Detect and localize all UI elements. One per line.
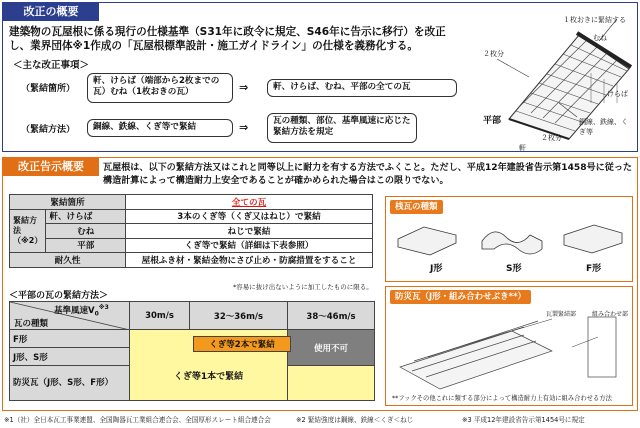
row-f-type: F形: [10, 330, 130, 348]
keraba-label: けらば: [607, 90, 628, 98]
arrow-icon: ⇒: [239, 81, 249, 94]
fastening-location-after: 軒、けらば、むね、平部の全ての瓦: [267, 79, 457, 97]
revision-intro-text: 建築物の瓦屋根に係る現行の仕様基準（S31年に政令に規定、S46年に告示に移行）を改正し、業界団体※1作成の「瓦屋根標準設計・施工ガイドライン」の仕様を義務化する。: [9, 26, 446, 52]
notice-overview-section: [2, 157, 638, 411]
arrow-icon: ⇒: [239, 121, 249, 134]
revision-overview-section: [2, 2, 638, 152]
fastening-method-side: 緊結方法（※2）: [10, 209, 46, 253]
footnote-1: ※1（社）全日本瓦工事業連盟、全国陶器瓦工業組合連合会、全国厚形スレート組合連合会: [4, 416, 271, 424]
disaster-38-cell: [288, 366, 375, 401]
two-pcs-label-2: ２枚分: [541, 134, 562, 142]
col-32-36: 32～36m/s: [190, 302, 288, 330]
part-flat: 平部: [46, 238, 126, 253]
fastening-part-label: 瓦製緊結部: [546, 311, 577, 318]
fastening-location-label: （緊結箇所）: [21, 84, 76, 94]
noki-label: 軒: [519, 144, 526, 152]
flat-tile-table: [9, 301, 375, 401]
disaster-tile-illustration: [392, 307, 628, 393]
wind-speed-label: 基準風速$V_0^{※3}$: [54, 304, 109, 318]
main-changes-title: ＜主な改正事項＞: [13, 60, 90, 71]
tile-types-title: 桟瓦の種類: [390, 200, 443, 214]
disaster-tile-panel: [385, 286, 633, 406]
materials-label: 銅線、鉄線、くぎ等: [579, 118, 628, 136]
col-30: 30m/s: [130, 302, 190, 330]
fastening-table: [9, 194, 373, 268]
fastening-location-header: 緊結箇所: [10, 195, 126, 210]
row-disaster-tile: 防災瓦（J形、S形、F形）: [10, 366, 130, 401]
revision-overview-header: 改正の概要: [3, 3, 99, 21]
f-type-label: F形: [586, 264, 602, 274]
wind-type-header: [10, 302, 130, 330]
interlock-part-label: 組み合わせ部: [592, 311, 629, 318]
table-note: *容易に抜け出ないように加工したものに限る。: [233, 283, 373, 291]
hirabu-method-title: ＜平部の瓦の緊結方法＞: [9, 291, 109, 301]
method-ridge: ねじで緊結: [126, 224, 373, 239]
j-type-label: J形: [430, 264, 443, 274]
tile-types-panel: [385, 196, 633, 282]
s-type-label: S形: [506, 264, 522, 274]
footnote-3: ※3 平成12年建設省告示第1454号に規定: [462, 416, 585, 424]
footnote-2: ※2 緊結強度は鋼線、鉄線＜くぎ＜ねじ: [296, 416, 414, 424]
f-unusable: 使用不可: [288, 330, 375, 366]
part-eaves-verge: 軒、けらば: [46, 209, 126, 224]
two-pcs-label: ２枚分: [483, 50, 504, 58]
col-38-46: 38～46m/s: [288, 302, 375, 330]
interlock-note: **フックその他これに類する部分によって構造耐力上有効に組み合わせる方法: [392, 395, 612, 402]
tile-type-label: 瓦の種類: [14, 319, 49, 329]
method-eaves-verge: 3本のくぎ等（くぎ又はねじ）で緊結: [126, 209, 373, 224]
f-two-nails: くぎ等2本で緊結: [193, 336, 291, 352]
every-other-label: １枚おきに緊結する: [563, 16, 626, 24]
tile-shapes-illustration: [394, 219, 626, 259]
row-js-type: J形、S形: [10, 348, 130, 366]
hirabu-label: 平部: [483, 116, 502, 126]
part-ridge: むね: [46, 224, 126, 239]
durability-label: 耐久性: [10, 253, 126, 268]
durability-value: 屋根ふき材・緊結金物にさび止め・防腐措置をすること: [126, 253, 373, 268]
fastening-method-label: （緊結方法）: [21, 125, 76, 135]
fastening-method-before: 銅線、鉄線、くぎ等で緊結: [87, 119, 233, 137]
notice-intro-text: 瓦屋根は、以下の緊結方法又はこれと同等以上に耐力を有する方法でふくこと。ただし、平成12年建設省告示第1458号に従った構造計算によって構造耐力上安全であることが確かめられた場合はこの限りでない。: [103, 163, 633, 186]
fastening-location-before: 軒、けらば（端部から2枚までの瓦）むね（1枚おきの瓦）: [87, 73, 233, 103]
method-flat: くぎ等で緊結（詳細は下表参照）: [126, 238, 373, 253]
notice-overview-header: 改正告示概要: [3, 158, 99, 176]
fastening-method-after: 瓦の種類、部位、基準風速に応じた緊結方法を規定: [267, 113, 417, 143]
common-method: くぎ等1本で緊結: [130, 330, 288, 401]
mune-label: むね: [593, 34, 607, 42]
all-tiles-header: 全ての瓦: [126, 195, 373, 210]
disaster-tile-title: 防災瓦（J形・組み合わせぶき**）: [390, 290, 531, 304]
